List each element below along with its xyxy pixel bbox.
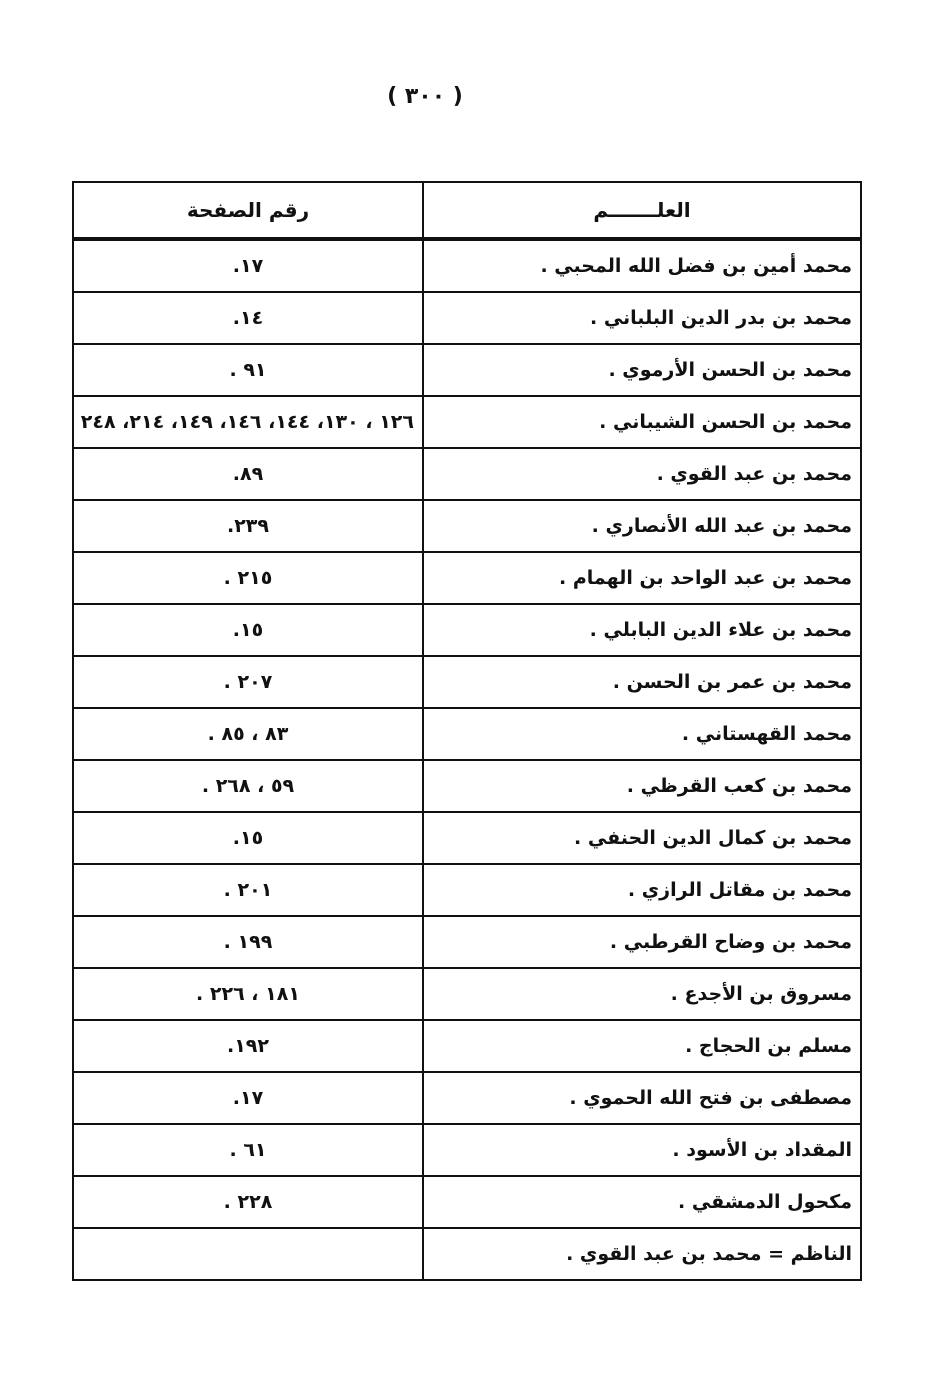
table-row bbox=[73, 760, 861, 812]
person-name: محمد بن كمال الدين الحنفي . bbox=[423, 812, 861, 864]
index-table bbox=[72, 181, 862, 1281]
person-name: مكحول الدمشقي . bbox=[423, 1176, 861, 1228]
table-header-row bbox=[73, 182, 861, 239]
page-refs: ٨٩. bbox=[73, 448, 423, 500]
person-name: محمد بن بدر الدين البلباني . bbox=[423, 292, 861, 344]
person-name: محمد بن عبد القوي . bbox=[423, 448, 861, 500]
page-refs: ٢٠١ . bbox=[73, 864, 423, 916]
person-name: محمد بن عمر بن الحسن . bbox=[423, 656, 861, 708]
page-refs: ١٧. bbox=[73, 1072, 423, 1124]
person-name: محمد بن وضاح القرطبي . bbox=[423, 916, 861, 968]
table-row bbox=[73, 708, 861, 760]
table-row bbox=[73, 448, 861, 500]
page-refs: ٩١ . bbox=[73, 344, 423, 396]
page-refs bbox=[73, 1228, 423, 1280]
person-name: مسلم بن الحجاج . bbox=[423, 1020, 861, 1072]
page-refs: ١٥. bbox=[73, 604, 423, 656]
page-refs: ١٥. bbox=[73, 812, 423, 864]
table-row bbox=[73, 864, 861, 916]
table-row bbox=[73, 812, 861, 864]
table-row bbox=[73, 552, 861, 604]
table-row bbox=[73, 604, 861, 656]
page-refs: ١٢٦ ، ١٣٠، ١٤٤، ١٤٦، ١٤٩، ٢١٤، ٢٤٨ bbox=[73, 396, 423, 448]
person-name: مصطفى بن فتح الله الحموي . bbox=[423, 1072, 861, 1124]
person-name: الناظم = محمد بن عبد القوي . bbox=[423, 1228, 861, 1280]
page-refs: ٢٢٨ . bbox=[73, 1176, 423, 1228]
page-refs: ١٩٢. bbox=[73, 1020, 423, 1072]
person-name: المقداد بن الأسود . bbox=[423, 1124, 861, 1176]
header-name: العلـــــــم bbox=[423, 182, 861, 239]
person-name: محمد بن الحسن الأرموي . bbox=[423, 344, 861, 396]
page-refs: ١٧. bbox=[73, 239, 423, 292]
page-refs: ١٤. bbox=[73, 292, 423, 344]
table-row bbox=[73, 1228, 861, 1280]
person-name: محمد بن مقاتل الرازي . bbox=[423, 864, 861, 916]
person-name: محمد بن عبد الواحد بن الهمام . bbox=[423, 552, 861, 604]
person-name: محمد بن علاء الدين البابلي . bbox=[423, 604, 861, 656]
table-row bbox=[73, 968, 861, 1020]
page-refs: ٦١ . bbox=[73, 1124, 423, 1176]
person-name: محمد بن الحسن الشيباني . bbox=[423, 396, 861, 448]
page-refs: ١٨١ ، ٢٢٦ . bbox=[73, 968, 423, 1020]
page-number: ( ٣٠٠ ) bbox=[387, 84, 463, 109]
person-name: محمد القهستاني . bbox=[423, 708, 861, 760]
table-row bbox=[73, 916, 861, 968]
table-row bbox=[73, 344, 861, 396]
table-row bbox=[73, 239, 861, 292]
person-name: مسروق بن الأجدع . bbox=[423, 968, 861, 1020]
table-row bbox=[73, 1072, 861, 1124]
person-name: محمد أمين بن فضل الله المحبي . bbox=[423, 239, 861, 292]
page-refs: ٢١٥ . bbox=[73, 552, 423, 604]
page-refs: ٢٣٩. bbox=[73, 500, 423, 552]
table-row bbox=[73, 1124, 861, 1176]
table-row bbox=[73, 656, 861, 708]
page-refs: ٢٠٧ . bbox=[73, 656, 423, 708]
table-row bbox=[73, 292, 861, 344]
page-refs: ٨٣ ، ٨٥ . bbox=[73, 708, 423, 760]
page-refs: ١٩٩ . bbox=[73, 916, 423, 968]
person-name: محمد بن كعب القرظي . bbox=[423, 760, 861, 812]
table-row bbox=[73, 1176, 861, 1228]
table-row bbox=[73, 396, 861, 448]
table-row bbox=[73, 500, 861, 552]
header-pages: رقم الصفحة bbox=[73, 182, 423, 239]
person-name: محمد بن عبد الله الأنصاري . bbox=[423, 500, 861, 552]
table-row bbox=[73, 1020, 861, 1072]
page-refs: ٥٩ ، ٢٦٨ . bbox=[73, 760, 423, 812]
